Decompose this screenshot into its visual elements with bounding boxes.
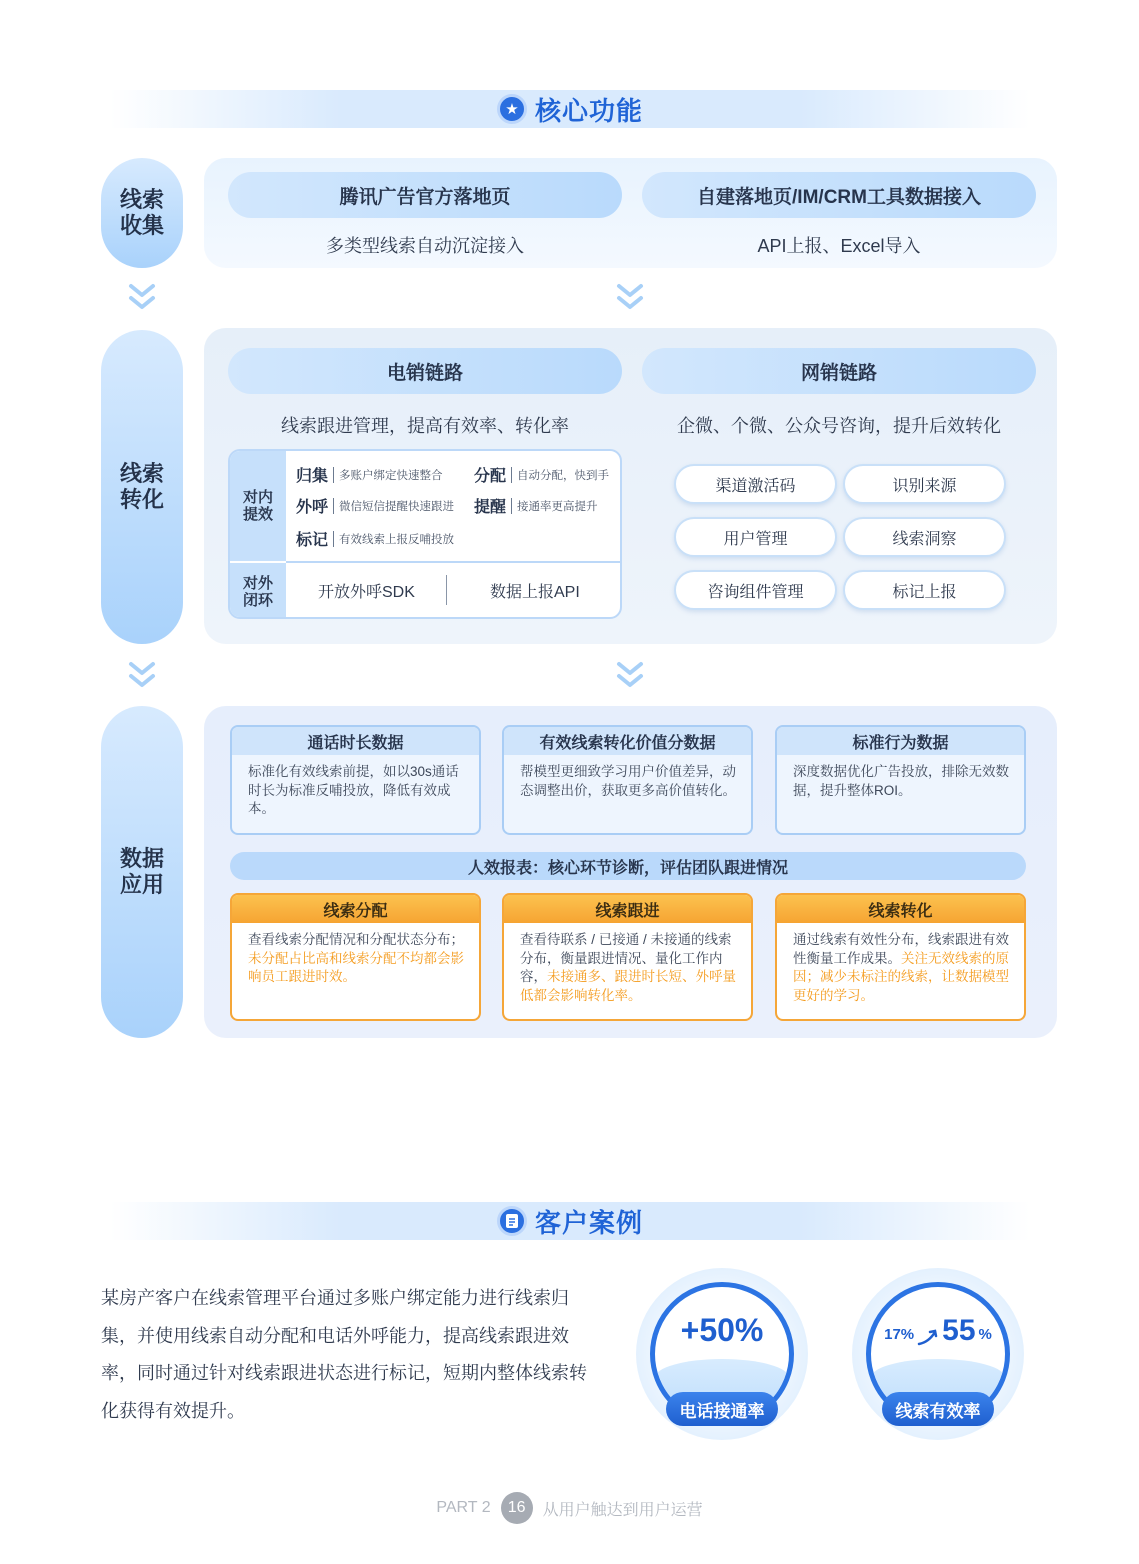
card-title: 线索跟进 [504, 895, 751, 923]
item-remind: 提醒 接通率更高提升 [474, 499, 598, 516]
metric-valid-rate [852, 1268, 1024, 1440]
item-gather: 归集 多账户绑定快速整合 [296, 468, 443, 485]
category-data-app [101, 706, 183, 1038]
internal-label-box [230, 451, 286, 561]
collect-left-sub: 多类型线索自动沉淀接入 [326, 236, 524, 256]
category-collect [101, 158, 183, 268]
card-title: 线索转化 [777, 895, 1024, 923]
chip-channel-code: 渠道激活码 [674, 464, 837, 504]
tele-sub: 线索跟进管理，提高有效率、转化率 [281, 416, 569, 436]
external-label-box [230, 563, 286, 619]
metric-connect-rate [636, 1268, 808, 1440]
divider [286, 561, 620, 563]
star-icon: ★ [497, 94, 527, 124]
case-section-title: 客户案例 [534, 1207, 643, 1238]
collect-right-sub: API上报、Excel导入 [757, 236, 921, 256]
footer-part: PART 2 [436, 1499, 491, 1516]
collect-left-head: 腾讯广告官方落地页 [228, 172, 622, 218]
card-lead-follow [502, 893, 753, 1021]
external-sdk: 开放外呼SDK [318, 584, 415, 601]
external-api: 数据上报API [490, 584, 580, 601]
metric-label: 电话接通率 [666, 1392, 778, 1426]
category-collect-label: 线索收集 [119, 187, 164, 238]
chip-mark-report: 标记上报 [843, 570, 1006, 610]
metric-value: 17% 55 % [884, 1314, 992, 1347]
card-behavior-data [775, 725, 1026, 835]
footer-title: 从用户触达到用户运营 [542, 1501, 703, 1519]
case-description: 某房产客户在线索管理平台通过多账户绑定能力进行线索归集，并使用线索自动分配和电话外呼能力，提高线索跟进效率，同时通过针对线索跟进状态进行标记，短期内整体线索转化获得有效提升。 [101, 1288, 587, 1421]
card-body: 查看线索分配情况和分配状态分布；未分配占比高和线索分配不均都会影响员工跟进时效。 [248, 932, 464, 984]
item-assign: 分配 自动分配，快到手 [474, 468, 610, 485]
card-body: 帮模型更细致学习用户价值差异，动态调整出价，获取更多高价值转化。 [520, 764, 736, 798]
document-icon [497, 1206, 527, 1236]
tele-head: 电销链路 [228, 348, 622, 394]
arrow-up-right-icon [917, 1328, 939, 1346]
card-body: 标准化有效线索前提，如以30s通话时长为标准反哺投放，降低有效成本。 [248, 764, 459, 816]
external-label: 对外闭环 [242, 575, 273, 609]
card-title: 标准行为数据 [777, 727, 1024, 755]
item-call: 外呼 微信短信提醒快速跟进 [296, 499, 455, 516]
collect-right-head: 自建落地页/IM/CRM工具数据接入 [642, 172, 1036, 218]
card-body: 通过线索有效性分布，线索跟进有效性衡量工作成果。关注无效线索的原因；减少未标注的线索，让数据模型更好的学习。 [793, 932, 1009, 1003]
chevron-down-icon [127, 660, 157, 692]
web-head: 网销链路 [642, 348, 1036, 394]
metric-label: 线索有效率 [882, 1392, 994, 1426]
case-section-banner [110, 1202, 1030, 1240]
chip-consult-widget: 咨询组件管理 [674, 570, 837, 610]
category-data-app-label: 数据应用 [119, 846, 164, 897]
chip-identify-source: 识别来源 [843, 464, 1006, 504]
divider [446, 575, 447, 605]
category-convert [101, 330, 183, 644]
card-title: 通话时长数据 [232, 727, 479, 755]
card-title: 有效线索转化价值分数据 [504, 727, 751, 755]
chevron-down-icon [615, 282, 645, 314]
efficiency-report-bar: 人效报表：核心环节诊断，评估团队跟进情况 [230, 852, 1026, 880]
chip-lead-insight: 线索洞察 [843, 517, 1006, 557]
collect-panel [204, 158, 1057, 268]
item-mark: 标记 有效线索上报反哺投放 [296, 532, 455, 549]
internal-label: 对内提效 [242, 489, 273, 523]
page-footer [0, 1492, 1139, 1524]
card-lead-assign [230, 893, 481, 1021]
card-value-score [502, 725, 753, 835]
core-section-banner [110, 90, 1030, 128]
metric-from: 17% [884, 1326, 915, 1343]
card-body: 深度数据优化广告投放，排除无效数据，提升整体ROI。 [793, 764, 1009, 798]
chevron-down-icon [615, 660, 645, 692]
card-body: 查看待联系 / 已接通 / 未接通的线索分布，衡量跟进情况、量化工作内容，未接通多、跟进时长短、外呼量低都会影响转化率。 [520, 932, 736, 1003]
web-sub: 企微、个微、公众号咨询，提升后效转化 [677, 416, 1001, 436]
chip-user-management: 用户管理 [674, 517, 837, 557]
metric-value: +50% [680, 1312, 764, 1348]
card-lead-convert [775, 893, 1026, 1021]
metric-to: 55 [942, 1314, 976, 1347]
core-section-title: 核心功能 [534, 95, 643, 126]
card-call-duration [230, 725, 481, 835]
tele-detail-box [228, 449, 622, 619]
page-number: 16 [501, 1492, 533, 1524]
chevron-down-icon [127, 282, 157, 314]
category-convert-label: 线索转化 [119, 461, 164, 512]
card-title: 线索分配 [232, 895, 479, 923]
